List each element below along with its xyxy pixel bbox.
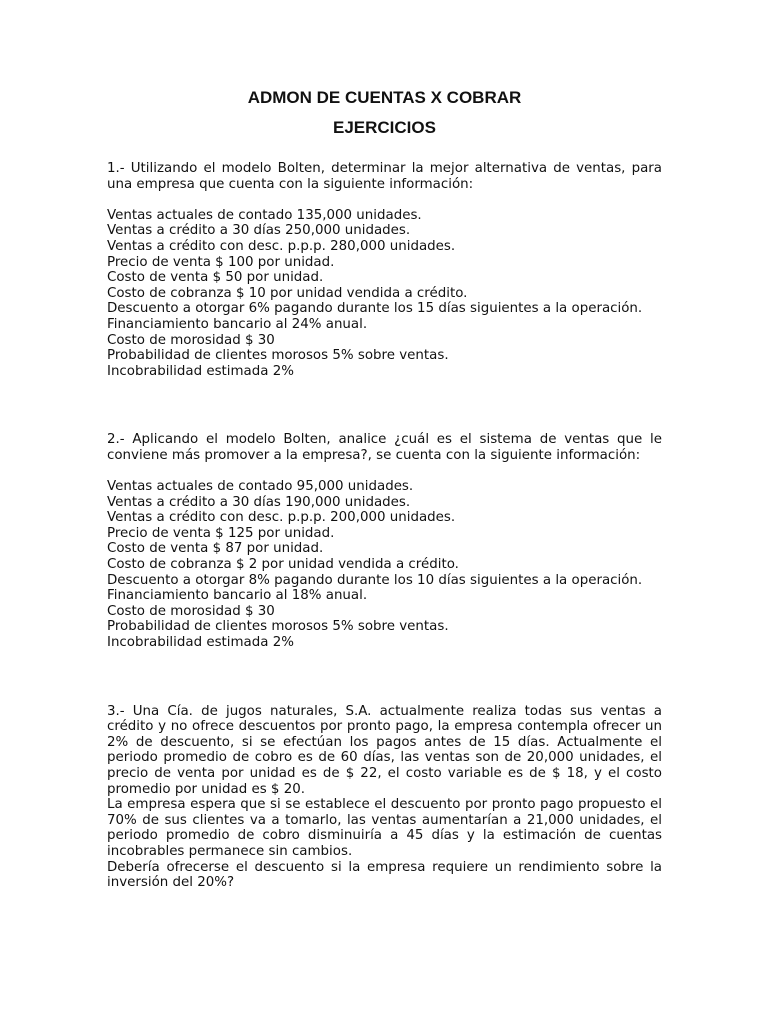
list-item: Precio de venta $ 100 por unidad. [107,254,335,270]
list-item: Costo de venta $ 87 por unidad. [107,541,324,557]
list-item: Financiamiento bancario al 18% anual. [107,588,368,604]
list-item: Precio de venta $ 125 por unidad. [107,525,335,541]
exercise-3-paragraph-3: Debería ofrecerse el descuento si la empresa requiere un rendimiento sobre la inversión del 20%? [107,859,662,891]
document-title: ADMON DE CUENTAS X COBRAR [247,88,522,107]
list-item: Ventas actuales de contado 95,000 unidades. [107,479,414,495]
document-page [107,84,662,891]
list-item: Costo de cobranza $ 2 por unidad vendida a crédito. [107,557,459,573]
exercise-3-paragraph-1: 3.- Una Cía. de jugos naturales, S.A. actualmente realiza todas sus ventas a crédito y no ofrece descuentos por pronto pago, la empresa contempla ofrecer un 2% de descuento, si se efectúan los pagos antes de 15 días. Actualmente el periodo promedio de cobro es de 60 días, las ventas son de 20,000 unidades, el precio de venta por unidad es de $ 22, el costo variable es de $ 18, y el costo promedio por unidad es $ 20. [107,703,662,797]
exercise-1-list [107,208,662,380]
list-item: Probabilidad de clientes morosos 5% sobre ventas. [107,348,449,364]
list-item: Costo de venta $ 50 por unidad. [107,270,324,286]
list-item: Descuento a otorgar 6% pagando durante los 15 días siguientes a la operación. [107,301,643,317]
list-item: Ventas actuales de contado 135,000 unidades. [107,207,422,223]
list-item: Ventas a crédito con desc. p.p.p. 280,000 unidades. [107,238,456,254]
list-item: Ventas a crédito a 30 días 190,000 unidades. [107,494,411,510]
exercise-3-paragraph-2: La empresa espera que si se establece el descuento por pronto pago propuesto el 70% de sus clientes va a tomarlo, las ventas aumentarían a 21,000 unidades, el periodo promedio de cobro disminuiría a 45 días y la estimación de cuentas incobrables permanece sin cambios. [107,797,662,859]
list-item: Costo de cobranza $ 10 por unidad vendida a crédito. [107,285,468,301]
list-item: Probabilidad de clientes morosos 5% sobre ventas. [107,619,449,635]
list-item: Costo de morosidad $ 30 [107,332,275,348]
list-item: Costo de morosidad $ 30 [107,603,275,619]
list-item: Descuento a otorgar 8% pagando durante los 10 días siguientes a la operación. [107,572,643,588]
exercise-2-list [107,479,662,651]
exercise-3 [107,704,662,891]
document-subtitle: EJERCICIOS [333,118,436,137]
exercise-2 [107,432,662,650]
list-item: Incobrabilidad estimada 2% [107,363,294,379]
list-item: Incobrabilidad estimada 2% [107,635,294,651]
exercise-1-intro: 1.- Utilizando el modelo Bolten, determinar la mejor alternativa de ventas, para una empresa que cuenta con la siguiente información: [107,161,662,192]
list-item: Ventas a crédito a 30 días 250,000 unidades. [107,223,411,239]
list-item: Financiamiento bancario al 24% anual. [107,316,368,332]
exercise-2-intro: 2.- Aplicando el modelo Bolten, analice ¿cuál es el sistema de ventas que le conviene más promover a la empresa?, se cuenta con la siguiente información: [107,432,662,463]
exercise-1 [107,161,662,379]
list-item: Ventas a crédito con desc. p.p.p. 200,000 unidades. [107,510,456,526]
